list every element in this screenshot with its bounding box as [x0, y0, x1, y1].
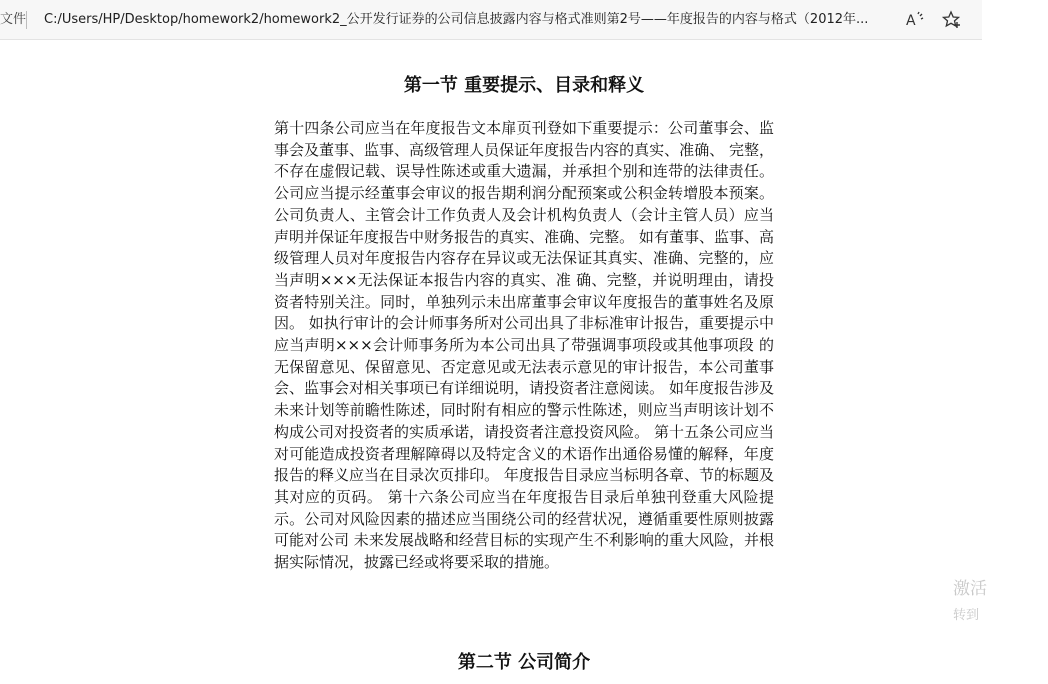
svg-text:A: A [906, 13, 916, 29]
section-2-title: 第二节 公司简介 [457, 652, 591, 673]
section-1-title: 第一节 重要提示、目录和释义 [403, 75, 645, 96]
activation-watermark: 激活 [953, 579, 987, 599]
address-separator [26, 11, 27, 29]
document-content [0, 40, 982, 684]
section-1-body: 第十四条公司应当在年度报告文本扉页刊登如下重要提示：公司董事会、监事会及董事、监事、高级管理人员保证年度报告内容的真实、准确、 完整，不存在虚假记载、误导性陈述或重大遗漏，并承担个别和连带的法律责任。 公司应当提示经董事会审议的报告期利润分配预案或公积金转增股本预案。 公司负责人、主管会计工作负责人及会计机构负责人（会计主管人员）应当声明并保证年度报告中财务报告的真实、准确、完整。 如有董事、监事、高级管理人员对年度报告内容存在异议或无法保证其真实、准确、完整的，应当声明×××无法保证本报告内容的真实、准 确、完整，并说明理由，请投资者特别关注。同时，单独列示未出席董事会审议年度报告的董事姓名及原因。 如执行审计的会计师事务所对公司出具了非标准审计报告，重要提示中应当声明×××会计师事务所为本公司出具了带强调事项段或其他事项段 的无保留意见、保留意见、否定意见或无法表示意见的审计报告，本公司董事会、监事会对相关事项已有详细说明，请投资者注意阅读。 如年度报告涉及未来计划等前瞻性陈述，同时附有相应的警示性陈述，则应当声明该计划不构成公司对投资者的实质承诺，请投资者注意投资风险。 第十五条公司应当对可能造成投资者理解障碍以及特定含义的术语作出通俗易懂的解释，年度报告的释义应当在目录次页排印。 年度报告目录应当标明各章、节的标题及其对应的页码。 第十六条公司应当在年度报告目录后单独刊登重大风险提示。公司对风险因素的描述应当围绕公司的经营状况，遵循重要性原则披露可能对公司 未来发展战略和经营目标的实现产生不利影响的重大风险，并根据实际情况，披露已经或将要采取的措施。 [274, 119, 774, 572]
activation-watermark-sub: 转到 [953, 608, 980, 623]
browser-address-bar [0, 0, 982, 40]
read-aloud-icon[interactable] [904, 8, 928, 32]
address-url-field[interactable]: C:/Users/HP/Desktop/homework2/homework2_公开发行证券的公司信息披露内容与格式准则第2号——年度报告的内容与格式（2012年... [44, 12, 869, 27]
add-favorite-icon[interactable] [940, 8, 964, 32]
file-scheme-label: 文件 [0, 12, 27, 27]
